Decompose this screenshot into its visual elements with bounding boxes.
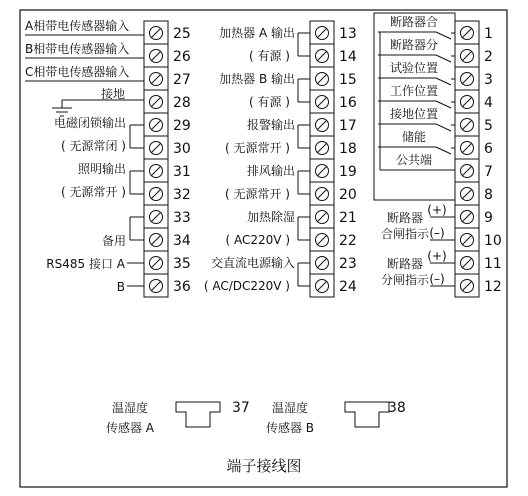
label-28: 接地 — [100, 87, 125, 101]
terminal-number-28: 28 — [173, 95, 191, 111]
terminal-number-10: 10 — [484, 233, 502, 249]
label-13: 加热器 A 输出 — [219, 26, 295, 40]
terminal-number-14: 14 — [339, 49, 357, 65]
label-11: (+) — [427, 249, 447, 263]
terminal-number-5: 5 — [484, 118, 493, 134]
label-2: 断路器分 — [389, 38, 439, 52]
terminal-number-4: 4 — [484, 95, 493, 111]
label-21: 加热除湿 — [246, 210, 295, 224]
terminal-number-29: 29 — [173, 118, 191, 134]
breaker-on-label-1: 断路器 — [386, 211, 424, 225]
switch-contact-2 — [436, 55, 451, 62]
diagram-annotations — [106, 400, 406, 435]
label-3: 试验位置 — [389, 61, 439, 75]
terminal-number-9: 9 — [484, 210, 493, 226]
label-20: ( 无源常开 ) — [225, 187, 290, 201]
terminal-number-21: 21 — [339, 210, 357, 226]
label-23: 交直流电源输入 — [210, 256, 295, 270]
label-24: ( AC/DC220V ) — [203, 279, 290, 293]
terminal-number-18: 18 — [339, 141, 357, 157]
terminal-number-31: 31 — [173, 164, 191, 180]
label-25: A相带电传感器输入 — [25, 19, 130, 33]
terminal-number-25: 25 — [173, 26, 191, 42]
label-1: 断路器合 — [389, 15, 439, 29]
terminal-number-32: 32 — [173, 187, 191, 203]
sensor-number-38: 38 — [388, 400, 406, 416]
label-32: ( 无源常开 ) — [61, 185, 126, 199]
terminal-number-36: 36 — [173, 279, 191, 295]
switch-contact-6 — [436, 147, 451, 154]
terminal-number-2: 2 — [484, 49, 493, 65]
label-31: 照明输出 — [77, 162, 126, 176]
terminal-number-16: 16 — [339, 95, 357, 111]
sensor-2-label-1: 温湿度 — [271, 401, 309, 415]
terminal-number-20: 20 — [339, 187, 357, 203]
breaker-on-label-2: 合闸指示 — [380, 227, 430, 241]
terminal-number-6: 6 — [484, 141, 493, 157]
terminal-number-3: 3 — [484, 72, 493, 88]
terminal-number-8: 8 — [484, 187, 493, 203]
middle-terminal-block — [204, 21, 357, 297]
label-22: ( AC220V ) — [225, 233, 290, 247]
label-5: 接地位置 — [389, 107, 439, 121]
label-15: 加热器 B 输出 — [219, 72, 295, 86]
label-30: ( 无源常闭 ) — [61, 139, 126, 153]
terminal-number-35: 35 — [173, 256, 191, 272]
sensor-number-37: 37 — [232, 400, 250, 416]
sensor-1-label-1: 温湿度 — [111, 401, 149, 415]
switch-contact-5 — [436, 124, 451, 131]
switch-contact-3 — [436, 78, 451, 85]
terminal-number-12: 12 — [484, 279, 502, 295]
terminal-number-19: 19 — [339, 164, 357, 180]
label-7: 公共端 — [395, 153, 433, 167]
terminal-number-13: 13 — [339, 26, 357, 42]
sensor-1-label-2: 传感器 A — [105, 421, 155, 435]
terminal-number-23: 23 — [339, 256, 357, 272]
label-10: (–) — [429, 226, 445, 240]
label-4: 工作位置 — [389, 84, 439, 98]
switch-contact-1 — [436, 32, 451, 39]
left-terminal-block — [25, 18, 191, 297]
label-16: ( 有源 ) — [249, 95, 290, 109]
terminal-number-22: 22 — [339, 233, 357, 249]
sensor-connector-37 — [176, 402, 220, 427]
sensor-connector-38 — [345, 402, 389, 427]
terminal-number-27: 27 — [173, 72, 191, 88]
label-35: RS485 接口 A — [46, 257, 125, 271]
label-12: (–) — [429, 272, 445, 286]
terminal-number-1: 1 — [484, 26, 493, 42]
terminal-number-26: 26 — [173, 49, 191, 65]
label-29: 电磁闭锁输出 — [53, 116, 126, 130]
sensor-2-label-2: 传感器 B — [265, 421, 315, 435]
diagram-title: 端子接线图 — [226, 457, 302, 475]
terminal-number-11: 11 — [484, 256, 502, 272]
label-19: 排风输出 — [246, 164, 295, 178]
label-9: (+) — [427, 203, 447, 217]
label-17: 报警输出 — [246, 118, 295, 132]
terminal-number-33: 33 — [173, 210, 191, 226]
label-27: C相带电传感器输入 — [25, 65, 130, 79]
label-18: ( 无源常开 ) — [225, 141, 290, 155]
label-34: 备用 — [101, 234, 126, 248]
terminal-number-17: 17 — [339, 118, 357, 134]
terminal-number-34: 34 — [173, 233, 191, 249]
terminal-number-15: 15 — [339, 72, 357, 88]
label-6: 储能 — [401, 130, 427, 144]
terminal-number-7: 7 — [484, 164, 493, 180]
switch-contact-4 — [436, 101, 451, 108]
breaker-off-label-1: 断路器 — [386, 257, 424, 271]
label-36: B — [116, 280, 125, 294]
breaker-off-label-2: 分闸指示 — [380, 273, 430, 287]
label-14: ( 有源 ) — [249, 49, 290, 63]
terminal-number-30: 30 — [173, 141, 191, 157]
label-26: B相带电传感器输入 — [25, 42, 130, 56]
terminal-number-24: 24 — [339, 279, 357, 295]
right-terminal-block — [374, 13, 502, 297]
